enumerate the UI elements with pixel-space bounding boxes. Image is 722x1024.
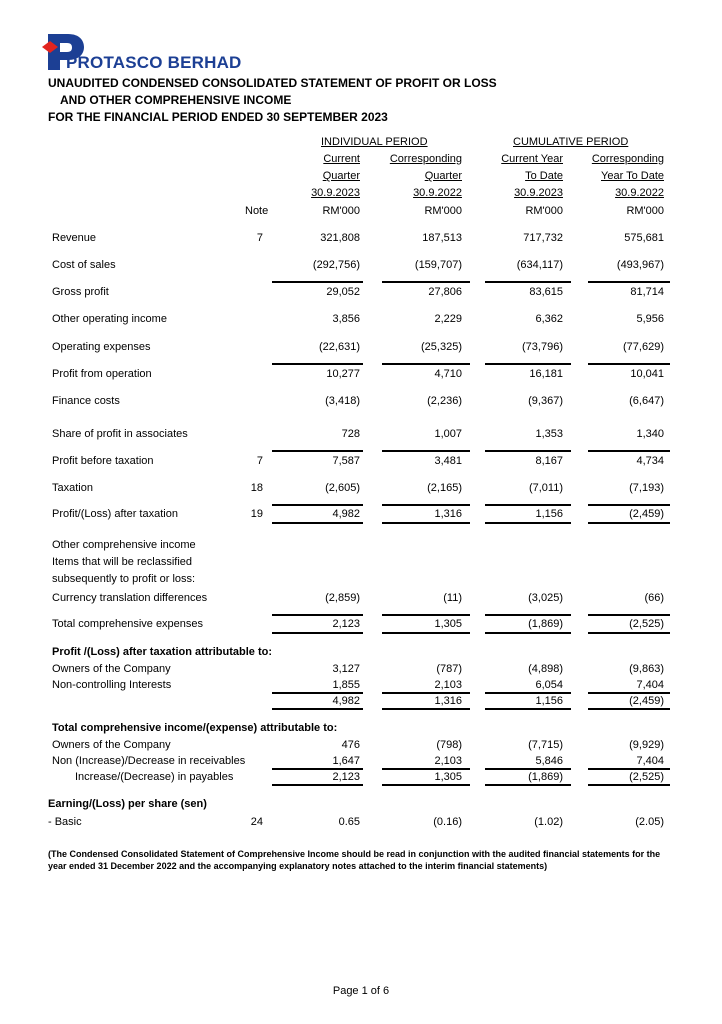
tci-owners-c4: (9,929): [629, 739, 664, 751]
pbt-c1: 7,587: [332, 455, 360, 467]
taxation-c2: (2,165): [427, 482, 462, 494]
pbt-c4: 4,734: [636, 455, 664, 467]
rule: [588, 281, 670, 283]
cost-of-sales-c3: (634,117): [516, 259, 563, 271]
col4-header-l1: Corresponding: [591, 153, 664, 165]
profit-op-c4: 10,041: [630, 368, 664, 380]
eps-c4: (2.05): [635, 816, 664, 828]
row-note-revenue: 7: [256, 232, 263, 244]
period-title: FOR THE FINANCIAL PERIOD ENDED 30 SEPTEMBER 2023: [48, 110, 388, 124]
row-label-opex: Operating expenses: [52, 341, 151, 353]
pat-total-c4: (2,459): [629, 695, 664, 707]
row-label-tci-nci: Non (Increase)/Decrease in receivables: [52, 755, 246, 767]
rule: [382, 784, 470, 786]
rule: [382, 692, 470, 694]
taxation-c4: (7,193): [629, 482, 664, 494]
tci-total-c2: 1,305: [434, 771, 462, 783]
col1-header-l2: Quarter: [322, 170, 360, 182]
finance-costs-c1: (3,418): [325, 395, 360, 407]
pat-nci-c4: 7,404: [636, 679, 664, 691]
col2-unit: RM'000: [424, 205, 462, 217]
total-ci-c4: (2,525): [629, 618, 664, 630]
fx-c2: (11): [443, 592, 462, 604]
row-label-profit-op: Profit from operation: [52, 368, 152, 380]
rule: [272, 522, 363, 524]
rule: [272, 692, 363, 694]
fx-c4: (66): [644, 592, 664, 604]
profit-op-c3: 16,181: [529, 368, 563, 380]
rule: [588, 708, 670, 710]
rule: [588, 614, 670, 616]
row-label-pat: Profit/(Loss) after taxation: [52, 508, 178, 520]
oci-heading-3: subsequently to profit or loss:: [52, 573, 196, 585]
pat-total-c1: 4,982: [332, 695, 360, 707]
tci-nci-c2: 2,103: [434, 755, 462, 767]
rule: [382, 522, 470, 524]
tci-total-c1: 2,123: [332, 771, 360, 783]
rule: [485, 522, 571, 524]
col1-unit: RM'000: [322, 205, 360, 217]
pat-owners-c1: 3,127: [332, 663, 360, 675]
col2-date: 30.9.2022: [413, 187, 462, 199]
col3-unit: RM'000: [525, 205, 563, 217]
cost-of-sales-c1: (292,756): [312, 259, 360, 271]
individual-period-header: INDIVIDUAL PERIOD: [321, 136, 428, 148]
rule: [382, 450, 470, 452]
eps-c1: 0.65: [338, 816, 360, 828]
total-ci-c3: (1,869): [528, 618, 563, 630]
associates-c4: 1,340: [636, 428, 664, 440]
rule: [485, 281, 571, 283]
pat-nci-c2: 2,103: [434, 679, 462, 691]
revenue-c4: 575,681: [624, 232, 664, 244]
row-label-taxation: Taxation: [52, 482, 93, 494]
rule: [272, 281, 363, 283]
associates-c1: 728: [341, 428, 360, 440]
gross-profit-c4: 81,714: [630, 286, 664, 298]
statement-title: UNAUDITED CONDENSED CONSOLIDATED STATEMENT OF PROFIT OR LOSS: [48, 76, 497, 90]
opex-c3: (73,796): [522, 341, 563, 353]
fx-c3: (3,025): [528, 592, 563, 604]
page-number: Page 1 of 6: [332, 985, 390, 997]
row-label-fx: Currency translation differences: [52, 592, 208, 604]
tci-total-c4: (2,525): [629, 771, 664, 783]
rule: [485, 363, 571, 365]
gross-profit-c2: 27,806: [428, 286, 462, 298]
rule: [272, 363, 363, 365]
company-name: PROTASCO BERHAD: [66, 53, 242, 72]
tci-attr-heading: Total comprehensive income/(expense) attributable to:: [52, 722, 338, 734]
tci-total-c3: (1,869): [528, 771, 563, 783]
eps-heading: Earning/(Loss) per share (sen): [48, 798, 207, 810]
row-label-revenue: Revenue: [52, 232, 97, 244]
opex-c1: (22,631): [319, 341, 360, 353]
rule: [588, 768, 670, 770]
row-label-pat-nci: Non-controlling Interests: [52, 679, 172, 691]
rule: [485, 504, 571, 506]
tci-owners-c1: 476: [341, 739, 360, 751]
revenue-c2: 187,513: [422, 232, 462, 244]
pat-nci-c1: 1,855: [332, 679, 360, 691]
rule: [272, 768, 363, 770]
other-income-c1: 3,856: [332, 313, 360, 325]
rule: [588, 632, 670, 634]
pat-c4: (2,459): [629, 508, 664, 520]
finance-costs-c3: (9,367): [528, 395, 563, 407]
cumulative-period-header: CUMULATIVE PERIOD: [513, 136, 629, 148]
rule: [382, 363, 470, 365]
col4-header-l2: Year To Date: [601, 170, 664, 182]
rule: [382, 504, 470, 506]
row-label-tci-owners: Owners of the Company: [52, 739, 171, 751]
rule: [272, 784, 363, 786]
gross-profit-c3: 83,615: [529, 286, 563, 298]
pat-total-c2: 1,316: [434, 695, 462, 707]
rule: [588, 692, 670, 694]
pat-owners-c3: (4,898): [528, 663, 563, 675]
col3-date: 30.9.2023: [514, 187, 563, 199]
pat-owners-c2: (787): [436, 663, 462, 675]
tci-nci-c3: 5,846: [535, 755, 563, 767]
rule: [485, 708, 571, 710]
eps-c3: (1.02): [534, 816, 563, 828]
row-note-pat: 19: [250, 508, 263, 520]
pat-total-c3: 1,156: [535, 695, 563, 707]
rule: [588, 522, 670, 524]
pat-c3: 1,156: [535, 508, 563, 520]
pat-nci-c3: 6,054: [535, 679, 563, 691]
opex-c4: (77,629): [623, 341, 664, 353]
note-header: Note: [245, 205, 269, 217]
pbt-c3: 8,167: [535, 455, 563, 467]
oci-heading-1: Other comprehensive income: [52, 539, 196, 551]
finance-costs-c2: (2,236): [427, 395, 462, 407]
gross-profit-c1: 29,052: [326, 286, 360, 298]
tci-nci-c1: 1,647: [332, 755, 360, 767]
pat-attr-heading: Profit /(Loss) after taxation attributable to:: [52, 646, 273, 658]
row-label-associates: Share of profit in associates: [52, 428, 188, 440]
rule: [382, 632, 470, 634]
row-label-eps-basic: - Basic: [48, 816, 82, 828]
row-note-eps: 24: [250, 816, 263, 828]
rule: [272, 614, 363, 616]
other-income-c2: 2,229: [434, 313, 462, 325]
rule: [272, 632, 363, 634]
row-label-other-income: Other operating income: [52, 313, 167, 325]
fx-c1: (2,859): [325, 592, 360, 604]
rule: [382, 768, 470, 770]
eps-c2: (0.16): [433, 816, 462, 828]
row-label-tci-total: Increase/(Decrease) in payables: [75, 771, 234, 783]
other-income-c4: 5,956: [636, 313, 664, 325]
rule: [382, 708, 470, 710]
row-label-gross-profit: Gross profit: [52, 286, 109, 298]
footnote: (The Condensed Consolidated Statement of Comprehensive Income should be read in conjunction with the audited financial statements for the year ended 31 December 2022 and the accompanying explanatory notes attached to the interim financial statements): [48, 849, 661, 871]
taxation-c1: (2,605): [325, 482, 360, 494]
pat-owners-c4: (9,863): [629, 663, 664, 675]
associates-c3: 1,353: [535, 428, 563, 440]
rule: [485, 632, 571, 634]
row-label-cost-of-sales: Cost of sales: [52, 259, 116, 271]
tci-owners-c3: (7,715): [528, 739, 563, 751]
col2-header-l1: Corresponding: [389, 153, 462, 165]
col1-date: 30.9.2023: [311, 187, 360, 199]
rule: [485, 784, 571, 786]
rule: [382, 614, 470, 616]
pbt-c2: 3,481: [434, 455, 462, 467]
total-ci-c1: 2,123: [332, 618, 360, 630]
statement-subtitle: AND OTHER COMPREHENSIVE INCOME: [60, 93, 292, 107]
profit-op-c2: 4,710: [434, 368, 462, 380]
col2-header-l2: Quarter: [424, 170, 462, 182]
rule: [588, 784, 670, 786]
opex-c2: (25,325): [421, 341, 462, 353]
row-label-total-ci: Total comprehensive expenses: [52, 618, 204, 630]
rule: [272, 450, 363, 452]
rule: [485, 692, 571, 694]
row-note-taxation: 18: [250, 482, 263, 494]
tci-owners-c2: (798): [436, 739, 462, 751]
col1-header-l1: Current: [323, 153, 360, 165]
rule: [272, 504, 363, 506]
associates-c2: 1,007: [434, 428, 462, 440]
col4-date: 30.9.2022: [615, 187, 664, 199]
cost-of-sales-c4: (493,967): [616, 259, 664, 271]
row-note-pbt: 7: [256, 455, 263, 467]
tci-nci-c4: 7,404: [636, 755, 664, 767]
rule: [588, 450, 670, 452]
col3-header-l1: Current Year: [501, 153, 563, 165]
pat-c2: 1,316: [434, 508, 462, 520]
rule: [588, 504, 670, 506]
revenue-c1: 321,808: [320, 232, 360, 244]
col3-header-l2: To Date: [525, 170, 563, 182]
rule: [382, 281, 470, 283]
profit-op-c1: 10,277: [326, 368, 360, 380]
oci-heading-2: Items that will be reclassified: [52, 556, 192, 568]
cost-of-sales-c2: (159,707): [414, 259, 462, 271]
taxation-c3: (7,011): [528, 482, 563, 494]
col4-unit: RM'000: [626, 205, 664, 217]
revenue-c3: 717,732: [523, 232, 563, 244]
rule: [272, 708, 363, 710]
row-label-finance-costs: Finance costs: [52, 395, 120, 407]
rule: [588, 363, 670, 365]
rule: [485, 614, 571, 616]
total-ci-c2: 1,305: [434, 618, 462, 630]
other-income-c3: 6,362: [535, 313, 563, 325]
pat-c1: 4,982: [332, 508, 360, 520]
rule: [485, 768, 571, 770]
finance-costs-c4: (6,647): [629, 395, 664, 407]
row-label-pbt: Profit before taxation: [52, 455, 154, 467]
row-label-pat-owners: Owners of the Company: [52, 663, 171, 675]
rule: [485, 450, 571, 452]
